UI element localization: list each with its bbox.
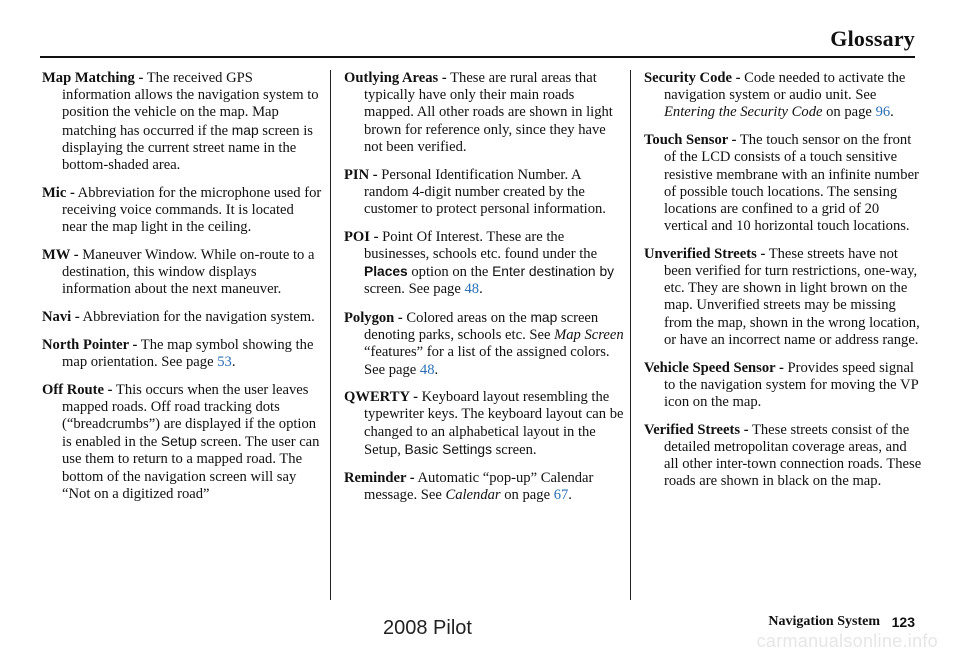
definition-text: The map symbol showing the map orientation. See page — [62, 336, 314, 370]
glossary-term: MW - — [42, 246, 79, 263]
definition-text: . — [890, 104, 894, 121]
column-divider — [630, 70, 631, 600]
glossary-column-3 — [644, 70, 924, 501]
glossary-term: Outlying Areas - — [344, 70, 447, 86]
definition-text: on page — [822, 104, 876, 121]
glossary-entry — [42, 70, 322, 174]
glossary-entry — [42, 309, 322, 326]
definition-text: Maneuver Window. While on-route to a destination, this window displays information about the next maneuver. — [62, 246, 315, 298]
reference-title: Map Screen — [554, 327, 624, 344]
glossary-entry — [644, 132, 924, 235]
definition-text: The touch sensor on the front of the LCD consists of a touch sensitive resistive membrane with an infinite number of possible touch locations. The sensing locations are confined to a grid of 20 vertical and 10 horizontal touch locations. — [664, 132, 919, 235]
watermark-model: 2008 Pilot — [383, 617, 472, 639]
page-reference-link[interactable]: 48 — [464, 281, 480, 298]
ui-term: Basic Settings — [404, 441, 492, 457]
title-rule — [40, 56, 915, 58]
ui-term: map — [231, 122, 259, 138]
definition-text: . — [231, 353, 236, 370]
definition-text: Keyboard layout resembling the typewriter keys. The keyboard layout can be changed to an alphabetical layout in the Setup, — [364, 389, 624, 458]
glossary-term: Vehicle Speed Sensor - — [644, 359, 784, 376]
definition-text: Abbreviation for the microphone used for receiving voice commands. It is located near the map light in the ceiling. — [62, 184, 322, 236]
glossary-entry — [344, 229, 624, 299]
definition-text: This occurs when the user leaves mapped roads. Off road tracking dots (“breadcrumbs”) are displayed if the option is enabled in the — [62, 381, 317, 451]
page-title: Glossary — [830, 26, 915, 51]
ui-term: map — [530, 309, 558, 325]
glossary-entry — [42, 382, 322, 503]
glossary-term: Map Matching - — [42, 70, 144, 86]
glossary-entry — [644, 422, 924, 491]
glossary-entry — [42, 185, 322, 237]
definition-text: The received GPS information allows the navigation system to position the vehicle on the map. Map matching has occurred if the — [62, 70, 319, 139]
definition-text: screen is displaying the current street name in the bottom-shaded area. — [62, 122, 313, 174]
glossary-entry — [344, 389, 624, 459]
definition-text: Point Of Interest. These are the businesses, schools etc. found under the — [364, 228, 598, 262]
glossary-entry — [644, 70, 924, 122]
definition-text: Automatic “pop-up” Calendar message. See — [364, 469, 594, 503]
definition-text: screen. See page — [364, 281, 465, 298]
definition-text: screen. The user can use them to return to a mapped road. The bottom of the navigation screen will say “Not on a digitized road” — [62, 434, 320, 502]
page-reference-link[interactable]: 96 — [875, 104, 891, 121]
footer-page-number: 123 — [891, 614, 915, 630]
definition-text: Personal Identification Number. A random 4-digit number created by the customer to protect personal information. — [364, 166, 606, 217]
glossary-term: North Pointer - — [42, 336, 138, 353]
definition-text: on page — [500, 486, 554, 503]
glossary-term: Polygon - — [344, 309, 403, 326]
definition-text: These are rural areas that typically have only their main roads mapped. All other roads are shown in light brown for reference only, since they have not been verified. — [364, 70, 613, 155]
glossary-term: Verified Streets - — [644, 421, 749, 438]
definition-text: These streets have not been verified for turn restrictions, one-way, etc. They are shown in light brown on the map. Unverified streets may be missing from the map, shown in the wrong location, or have an incorrect name or address range. — [664, 245, 920, 348]
glossary-term: PIN - — [344, 166, 378, 183]
definition-text: These streets consist of the detailed metropolitan coverage areas, and all other inter-town connection roads. These roads are shown in black on the map. — [664, 421, 922, 490]
glossary-entry — [42, 337, 322, 371]
footer-section-label: Navigation System — [768, 614, 880, 629]
glossary-term: Touch Sensor - — [644, 132, 737, 149]
glossary-term: Navi - — [42, 308, 80, 325]
glossary-entry — [42, 247, 322, 299]
glossary-entry — [344, 309, 624, 379]
definition-text: “features” for a list of the assigned colors. See page — [364, 344, 610, 378]
glossary-entry — [344, 70, 624, 156]
definition-text: . — [479, 281, 483, 298]
glossary-term: Unverified Streets - — [644, 245, 766, 262]
glossary-entry — [644, 360, 924, 412]
ui-term: Places — [364, 264, 408, 280]
glossary-term: Off Route - — [42, 381, 113, 398]
definition-text: option on the — [407, 264, 493, 281]
definition-text: . — [434, 361, 439, 378]
glossary-entry — [344, 167, 624, 219]
definition-text: Code needed to activate the navigation system or audio unit. See — [664, 70, 906, 104]
glossary-term: QWERTY - — [344, 389, 418, 406]
glossary-entry — [644, 246, 924, 349]
reference-title: Calendar — [445, 486, 501, 503]
glossary-term: Security Code - — [644, 70, 741, 86]
definition-text: Abbreviation for the navigation system. — [79, 308, 315, 325]
definition-text: Provides speed signal to the navigation system for moving the VP icon on the map. — [664, 359, 919, 410]
ui-term: Setup — [160, 434, 197, 450]
glossary-term: Mic - — [42, 184, 75, 201]
glossary-column-2 — [344, 70, 624, 514]
page-reference-link[interactable]: 48 — [419, 361, 435, 378]
watermark-site: carmanualsonline.info — [756, 631, 938, 651]
glossary-entry — [344, 470, 624, 504]
column-divider — [330, 70, 331, 600]
ui-term: Enter destination by — [492, 264, 615, 280]
glossary-term: Reminder - — [344, 469, 415, 486]
page-reference-link[interactable]: 53 — [217, 353, 232, 370]
glossary-column-1 — [42, 70, 322, 513]
reference-title: Entering the Security Code — [664, 104, 823, 121]
definition-text: Colored areas on the — [402, 309, 531, 326]
definition-text: . — [568, 486, 572, 503]
glossary-term: POI - — [344, 228, 379, 245]
definition-text: screen denoting parks, schools etc. See — [364, 309, 599, 344]
page-reference-link[interactable]: 67 — [553, 486, 569, 503]
definition-text: screen. — [491, 441, 537, 458]
